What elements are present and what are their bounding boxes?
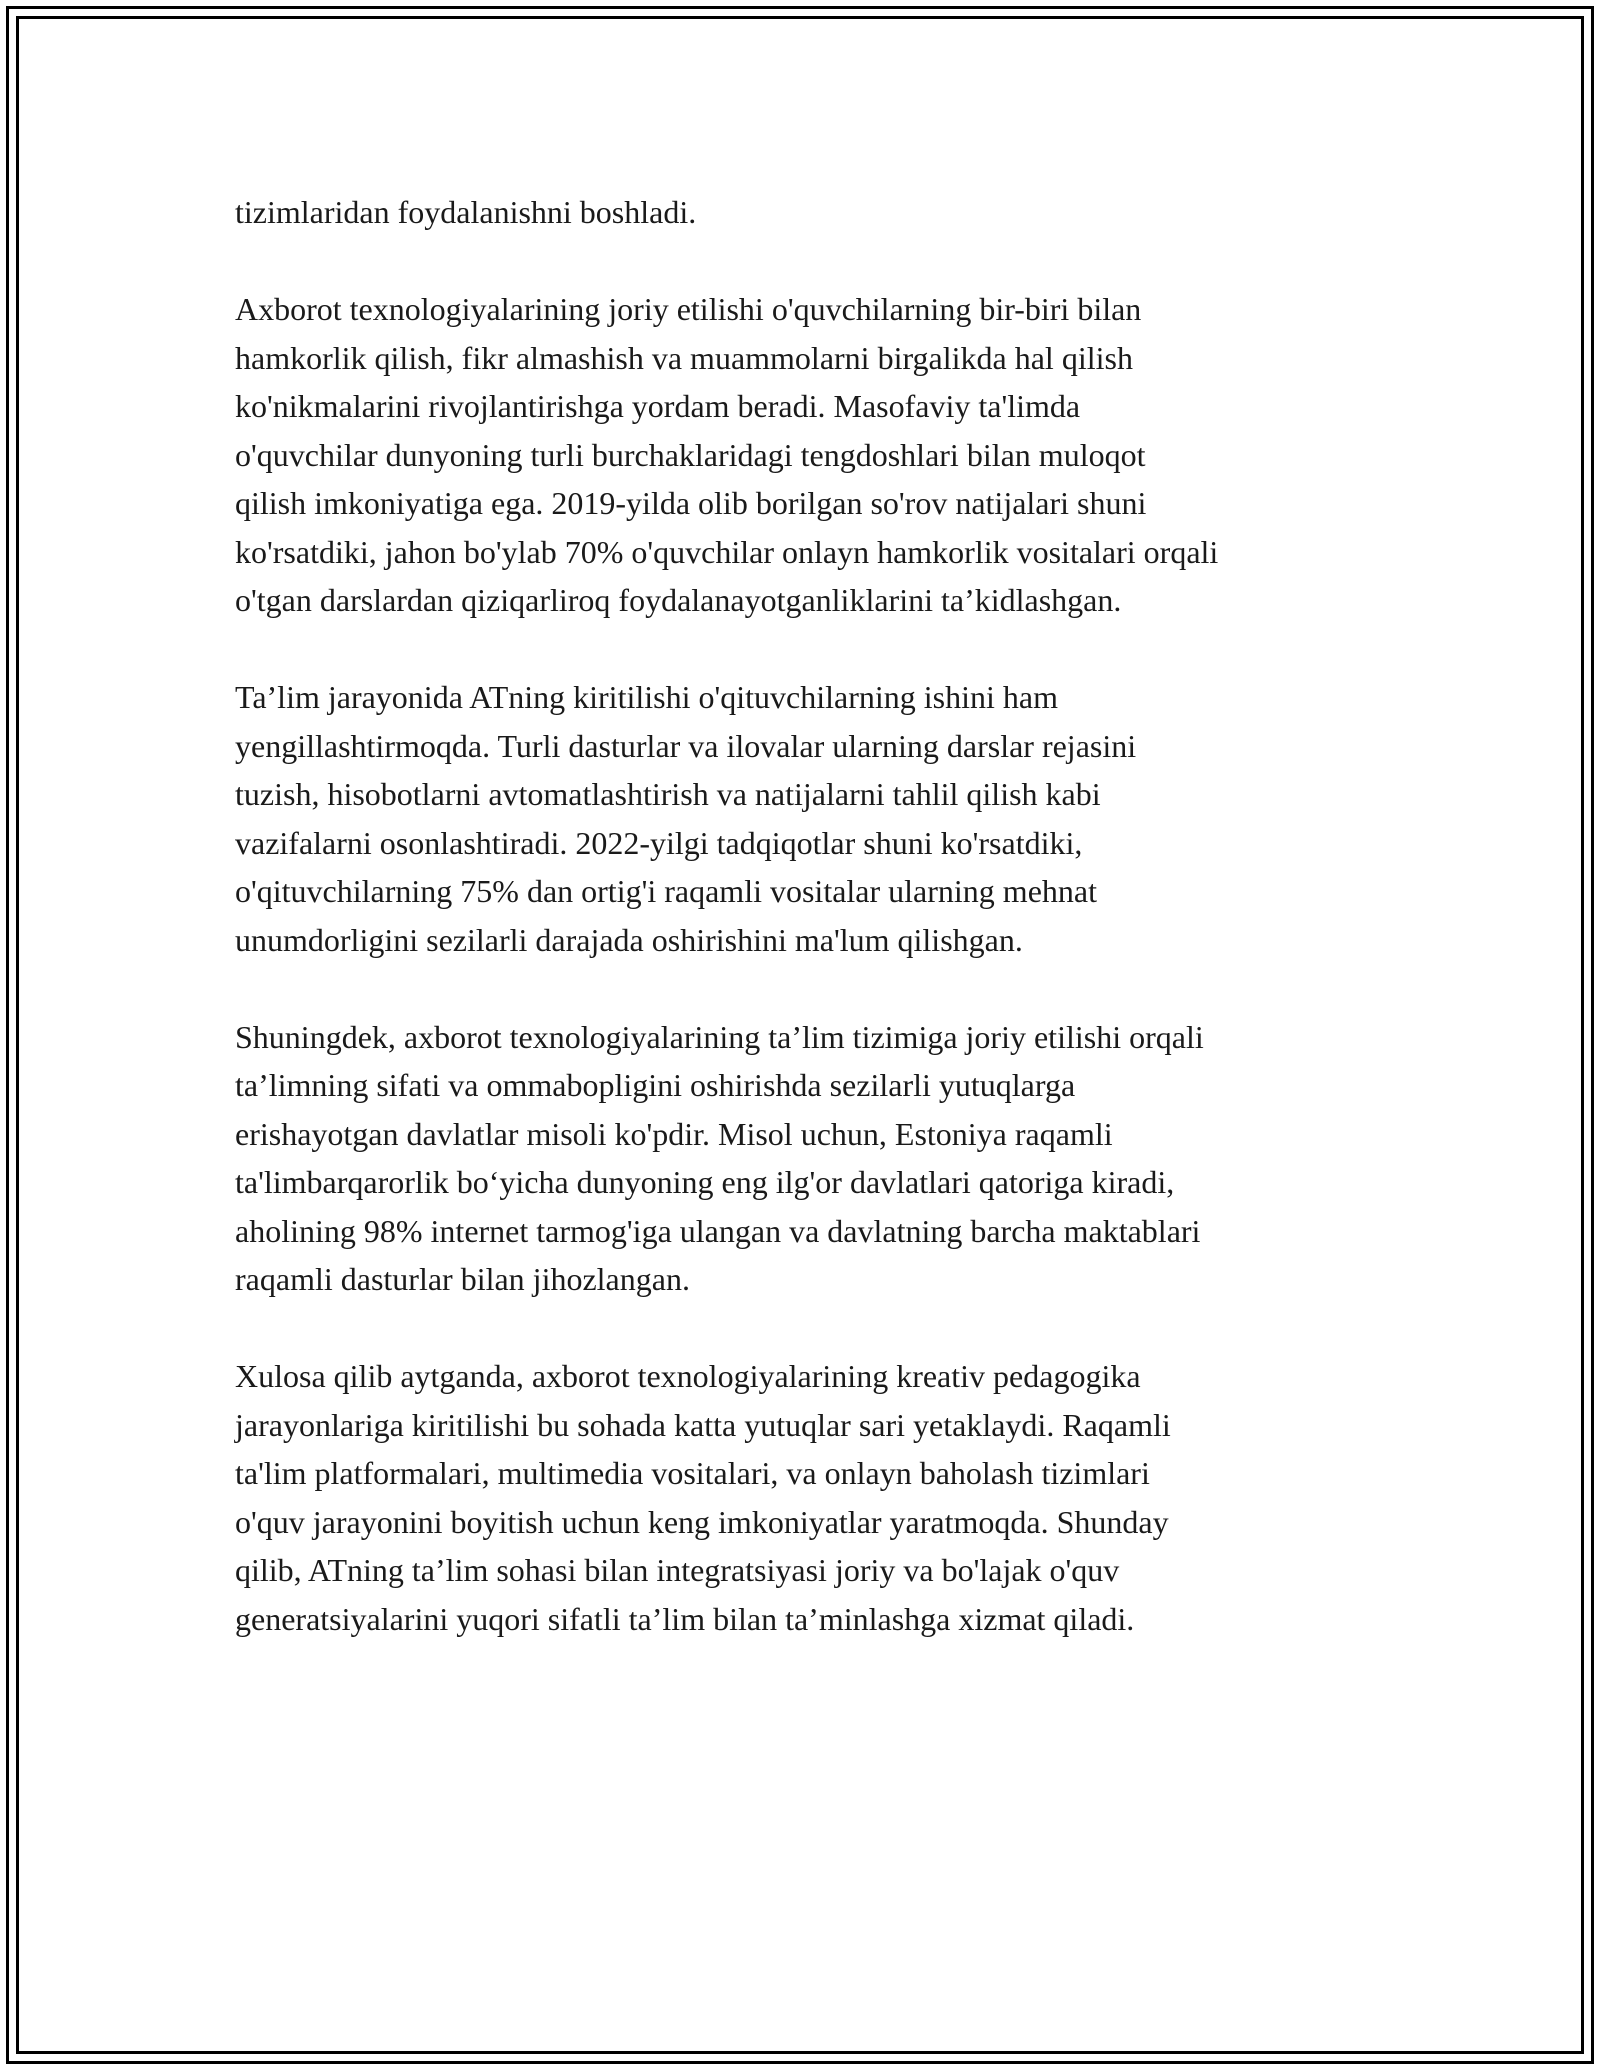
text-line: tizimlaridan foydalanishni boshladi. xyxy=(235,194,697,230)
text-line: unumdorligini sezilarli darajada oshirishini ma'lum qilishgan. xyxy=(235,921,1023,958)
text-line: erishayotgan davlatlar misoli ko'pdir. Misol uchun, Estoniya raqamli xyxy=(235,1115,1113,1152)
text-line: yengillashtirmoqda. Turli dasturlar va ilovalar ularning darslar rejasini xyxy=(235,727,1137,764)
paragraph-4 xyxy=(235,1013,1375,1304)
text-line: ta'limbarqarorlik bo‘yicha dunyoning eng ilg'or davlatlari qatoriga kiradi, xyxy=(235,1164,1175,1200)
text-line: hamkorlik qilish, fikr almashish va muammolarni birgalikda hal qilish xyxy=(235,339,1133,376)
document-body xyxy=(235,188,1375,1692)
text-line: Xulosa qilib aytganda, axborot texnologiyalarining kreativ pedagogika xyxy=(235,1358,1141,1394)
text-line: tuzish, hisobotlarni avtomatlashtirish va natijalarni tahlil qilish kabi xyxy=(235,776,1101,812)
text-line: ta'lim platformalari, multimedia vositalari, va onlayn baholash tizimlari xyxy=(235,1455,1150,1491)
text-line: o'qituvchilarning 75% dan ortig'i raqamli vositalar ularning mehnat xyxy=(235,873,1097,909)
text-line: o'tgan darslardan qiziqarliroq foydalanayotganliklarini ta’kidlashgan. xyxy=(235,582,1122,618)
text-line: qilib, ATning ta’lim sohasi bilan integratsiyasi joriy va bo'lajak o'quv xyxy=(235,1552,1120,1588)
text-line: ko'rsatdiki, jahon bo'ylab 70% o'quvchilar onlayn hamkorlik vositalari orqali xyxy=(235,533,1219,570)
text-line: ta’limning sifati va ommabopligini oshirishda sezilarli yutuqlarga xyxy=(235,1067,1076,1103)
text-line: raqamli dasturlar bilan jihozlangan. xyxy=(235,1261,690,1297)
text-line: qilish imkoniyatiga ega. 2019-yilda olib borilgan so'rov natijalari shuni xyxy=(235,485,1147,521)
paragraph-2 xyxy=(235,285,1375,625)
text-line: aholining 98% internet tarmog'iga ulangan va davlatning barcha maktablari xyxy=(235,1212,1201,1249)
paragraph-5 xyxy=(235,1352,1375,1643)
text-line: jarayonlariga kiritilishi bu sohada katta yutuqlar sari yetaklaydi. Raqamli xyxy=(235,1406,1171,1443)
text-line: vazifalarni osonlashtiradi. 2022-yilgi tadqiqotlar shuni ko'rsatdiki, xyxy=(235,824,1083,861)
text-line: o'quv jarayonini boyitish uchun keng imkoniyatlar yaratmoqda. Shunday xyxy=(235,1503,1169,1540)
text-line: ko'nikmalarini rivojlantirishga yordam beradi. Masofaviy ta'limda xyxy=(235,388,1081,424)
text-line: generatsiyalarini yuqori sifatli ta’lim bilan ta’minlashga xizmat qiladi. xyxy=(235,1600,1135,1637)
text-line: Ta’lim jarayonida ATning kiritilishi o'qituvchilarning ishini ham xyxy=(235,679,1058,715)
paragraph-3 xyxy=(235,673,1375,964)
text-line: o'quvchilar dunyoning turli burchaklaridagi tengdoshlari bilan muloqot xyxy=(235,436,1146,473)
text-line: Axborot texnologiyalarining joriy etilishi o'quvchilarning bir-biri bilan xyxy=(235,291,1142,327)
paragraph-1 xyxy=(235,188,1375,237)
text-line: Shuningdek, axborot texnologiyalarining ta’lim tizimiga joriy etilishi orqali xyxy=(235,1018,1204,1055)
